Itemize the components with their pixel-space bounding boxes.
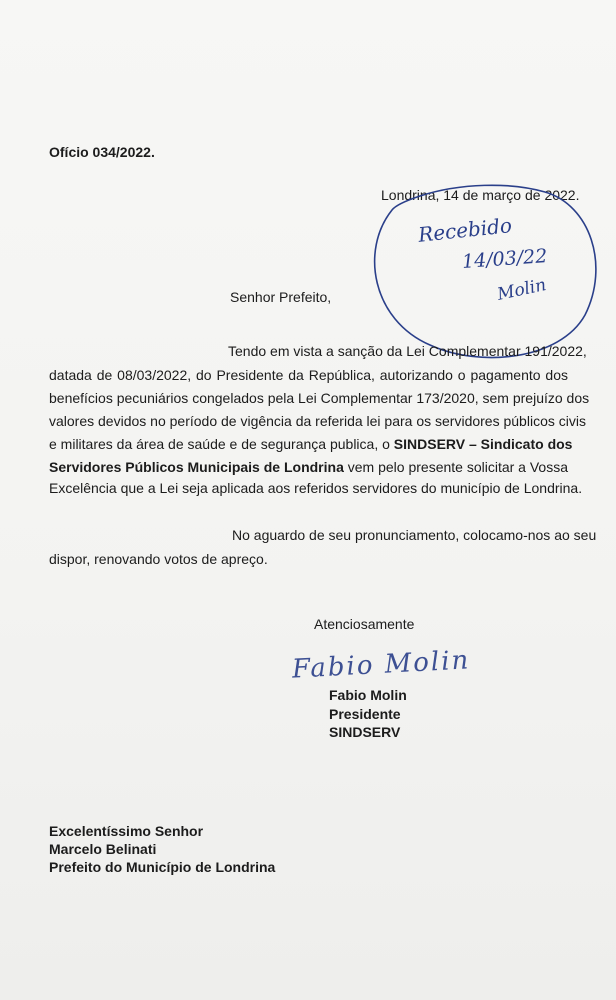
paragraph1-line6-text: vem pelo presente solicitar a Vossa	[343, 459, 568, 475]
paragraph1-line1: Tendo em vista a sanção da Lei Complementar 191/2022,	[228, 343, 587, 359]
signer-title: Presidente	[329, 706, 401, 722]
salutation: Senhor Prefeito,	[230, 289, 332, 305]
place-date: Londrina, 14 de março de 2022.	[381, 187, 580, 203]
letter-reference: Ofício 034/2022.	[49, 144, 155, 160]
paragraph1-line5-bold: SINDSERV – Sindicato dos	[393, 436, 573, 452]
recipient-line1: Excelentíssimo Senhor	[49, 823, 204, 839]
signer-org: SINDSERV	[329, 724, 401, 740]
paragraph1-line4: valores devidos no período de vigência da referida lei para os servidores públicos civis	[49, 413, 586, 429]
stamp-received-word: Recebido	[417, 213, 513, 247]
paragraph1-line3: benefícios pecuniários congelados pela Lei Complementar 173/2020, sem prejuízo dos	[49, 390, 590, 406]
recipient-line2: Marcelo Belinati	[49, 841, 157, 857]
paragraph1-line5	[49, 433, 573, 455]
paragraph2-line2: dispor, renovando votos de apreço.	[49, 551, 268, 567]
signature: Fabio Molin	[291, 645, 471, 685]
signer-name: Fabio Molin	[329, 687, 407, 703]
paragraph1-line6	[49, 456, 568, 478]
stamp-initials: Molin	[495, 275, 549, 305]
stamp-received-date: 14/03/22	[461, 245, 549, 273]
paragraph1-line6-bold: Servidores Públicos Municipais de Londrina	[49, 459, 344, 475]
recipient-line3: Prefeito do Município de Londrina	[49, 859, 276, 875]
paragraph2-line1: No aguardo de seu pronunciamento, colocamo-nos ao seu	[232, 527, 597, 543]
paragraph1-line2: datada de 08/03/2022, do Presidente da República, autorizando o pagamento dos	[49, 367, 568, 383]
paragraph1-line5-text: e militares da área de saúde e de segurança publica, o	[49, 436, 394, 452]
closing: Atenciosamente	[314, 616, 415, 632]
paragraph1-line7: Excelência que a Lei seja aplicada aos referidos servidores do município de Londrina.	[49, 480, 583, 496]
